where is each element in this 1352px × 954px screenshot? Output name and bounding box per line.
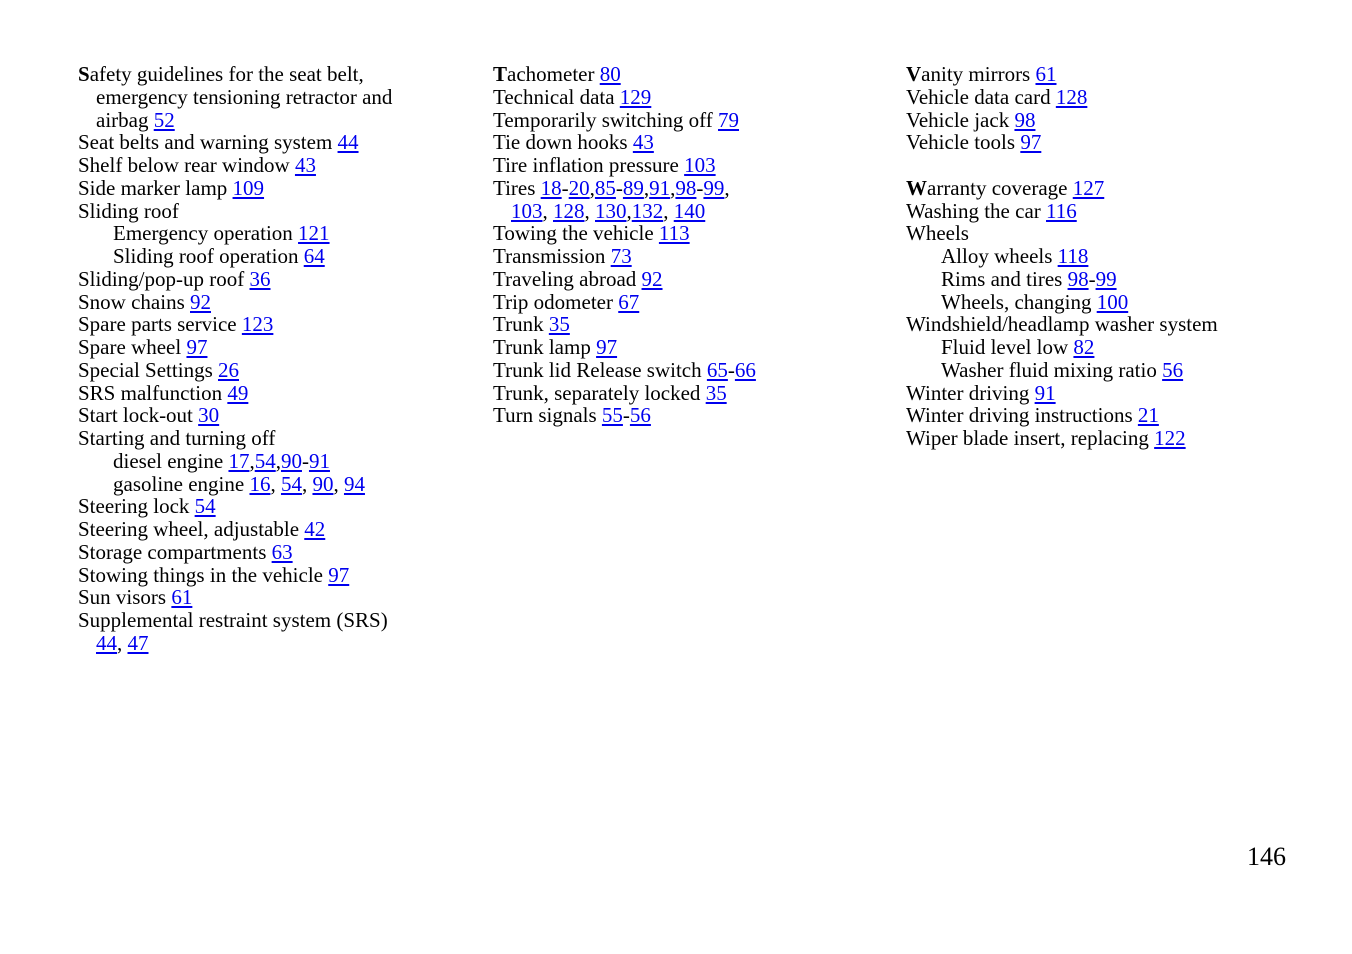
entry-text: Traveling abroad [493, 266, 642, 291]
index-entry-continuation [78, 86, 458, 109]
index-entry [78, 154, 458, 177]
page-link[interactable]: 118 [1057, 244, 1089, 268]
page-separator: - [696, 175, 704, 200]
entry-text: Start lock-out [78, 403, 199, 428]
index-column-t [493, 63, 873, 427]
page-link[interactable]: 132 [631, 198, 664, 223]
page-link[interactable]: 61 [1035, 62, 1057, 86]
index-entry [493, 109, 873, 132]
entry-text: Sliding roof [78, 198, 179, 223]
entry-text: Stowing things in the vehicle [78, 562, 329, 587]
page-separator: , [249, 448, 255, 473]
page-link[interactable]: 79 [718, 107, 740, 132]
entry-text: Wiper blade insert, replacing [906, 426, 1155, 450]
page-link[interactable]: 123 [241, 312, 274, 337]
entry-text: Steering lock [78, 494, 195, 519]
page-link[interactable]: 66 [734, 357, 756, 382]
entry-text: SRS malfunction [78, 380, 228, 405]
index-entry [78, 382, 458, 405]
page-separator: - [1088, 266, 1096, 291]
entry-text: Trunk, separately locked [493, 380, 706, 405]
entry-text: Transmission [493, 244, 611, 268]
index-column-v-w [906, 63, 1306, 450]
page-link[interactable]: 99 [703, 175, 725, 200]
entry-text: Emergency operation [113, 221, 299, 246]
index-entry [493, 86, 873, 109]
index-entry [906, 177, 1306, 200]
page-link[interactable]: 98 [675, 175, 697, 200]
page-separator: , [270, 471, 281, 496]
entry-text: Rims and tires [941, 266, 1068, 291]
entry-text: Sun visors [78, 585, 172, 610]
index-entry [493, 63, 873, 86]
page-link[interactable]: 91 [649, 175, 671, 200]
entry-text: Tires [493, 175, 541, 200]
index-subentry [906, 268, 1306, 291]
index-subentry [78, 222, 458, 245]
page-link[interactable]: 30 [198, 403, 220, 428]
index-entry [78, 63, 458, 86]
page-link[interactable]: 49 [227, 380, 249, 405]
page-link[interactable]: 122 [1154, 426, 1186, 450]
page-link[interactable]: 91 [1034, 380, 1056, 405]
page-link[interactable]: 35 [548, 312, 570, 337]
index-entry [493, 131, 873, 154]
entry-text: arranty coverage [927, 175, 1073, 200]
page-link[interactable]: 20 [568, 175, 590, 200]
page-link[interactable]: 128 [1055, 84, 1088, 109]
index-entry [78, 336, 458, 359]
index-entry [493, 245, 873, 268]
page-number: 146 [1247, 842, 1286, 871]
entry-text: Alloy wheels [941, 244, 1058, 268]
page-link[interactable]: 121 [298, 221, 330, 246]
entry-text: gasoline engine [113, 471, 250, 496]
page-link[interactable]: 92 [190, 289, 211, 314]
index-entry [493, 404, 873, 427]
page-link[interactable]: 54 [194, 494, 216, 519]
entry-text: afety guidelines for the seat belt, [89, 62, 364, 86]
page-link[interactable]: 73 [610, 244, 632, 268]
index-subentry [78, 473, 458, 496]
index-entry [906, 200, 1306, 223]
entry-text: Shelf below rear window [78, 153, 295, 177]
page-link[interactable]: 67 [618, 289, 640, 314]
entry-text: Storage compartments [78, 539, 272, 564]
index-subentry [906, 359, 1306, 382]
index-entry-continuation [78, 109, 458, 132]
index-entry [78, 200, 458, 223]
page-link[interactable]: 80 [599, 62, 621, 86]
entry-text: Winter driving [906, 380, 1035, 405]
page-link[interactable]: 129 [619, 84, 652, 109]
entry-text: Vehicle jack [906, 107, 1015, 132]
page-link[interactable]: 89 [622, 175, 644, 200]
page-separator: , [724, 175, 730, 200]
index-entry [493, 268, 873, 291]
entry-text: Temporarily switching off [493, 107, 719, 132]
page-link[interactable]: 90 [280, 448, 302, 473]
page-link[interactable]: 65 [706, 357, 728, 382]
index-column-s [78, 63, 458, 655]
section-initial: T [493, 62, 508, 86]
entry-text: Vehicle tools [906, 130, 1021, 155]
page-link[interactable]: 56 [629, 403, 651, 428]
index-entry [906, 86, 1306, 109]
index-subentry [906, 336, 1306, 359]
index-entry-continuation [493, 200, 873, 223]
index-subentry [78, 245, 458, 268]
index-entry [906, 382, 1306, 405]
index-entry [78, 404, 458, 427]
page-link[interactable]: 18 [540, 175, 562, 200]
page-link[interactable]: 127 [1072, 175, 1105, 200]
page-link[interactable]: 98 [1067, 266, 1089, 291]
entry-text: achometer [507, 62, 600, 86]
section-initial: V [906, 62, 922, 86]
page-link[interactable]: 85 [594, 175, 616, 200]
entry-text: Washer fluid mixing ratio [941, 357, 1163, 382]
entry-text: Windshield/headlamp washer system [906, 312, 1218, 337]
page-link[interactable]: 99 [1095, 266, 1117, 291]
page-link[interactable]: 44 [337, 130, 359, 155]
page-link[interactable]: 61 [171, 585, 193, 610]
page-link[interactable]: 35 [705, 380, 727, 405]
index-entry [493, 382, 873, 405]
page-link[interactable]: 103 [511, 198, 543, 223]
page-link[interactable]: 42 [304, 517, 326, 541]
page-link[interactable]: 109 [232, 175, 265, 200]
index-entry [78, 495, 458, 518]
page-link[interactable]: 82 [1073, 335, 1095, 359]
page-link[interactable]: 36 [249, 266, 271, 291]
page-link[interactable]: 54 [280, 471, 302, 496]
page-separator: - [561, 175, 569, 200]
index-entry [906, 427, 1306, 450]
page-separator: , [333, 471, 344, 496]
index-entry [493, 154, 873, 177]
index-entry [906, 222, 1306, 245]
entry-text: Tie down hooks [493, 130, 633, 155]
index-entry [906, 404, 1306, 427]
entry-text: diesel engine [113, 448, 229, 473]
entry-text: Side marker lamp [78, 175, 233, 200]
index-subentry [906, 291, 1306, 314]
page-link[interactable]: 113 [658, 221, 690, 246]
page-separator: - [727, 357, 735, 382]
entry-text: Technical data [493, 84, 620, 109]
page-link[interactable]: 97 [596, 335, 618, 359]
entry-text: Special Settings [78, 357, 218, 382]
entry-text: Snow chains [78, 289, 190, 314]
index-entry [78, 177, 458, 200]
page-separator: - [622, 403, 630, 428]
page-separator: - [615, 175, 623, 200]
page-separator: , [670, 175, 676, 200]
page-link[interactable]: 26 [218, 357, 239, 382]
index-entry [493, 222, 873, 245]
page-link[interactable]: 97 [186, 335, 208, 359]
entry-text: Seat belts and warning system [78, 130, 338, 155]
page-link[interactable]: 100 [1096, 289, 1129, 314]
page-link[interactable]: 116 [1046, 198, 1077, 223]
page-separator: , [542, 198, 553, 223]
index-entry [78, 609, 458, 632]
page-separator: , [301, 471, 313, 496]
index-subentry [78, 450, 458, 473]
page-link[interactable]: 55 [601, 403, 623, 428]
index-entry [78, 541, 458, 564]
entry-text: Trunk lid Release switch [493, 357, 707, 382]
entry-text: anity mirrors [921, 62, 1036, 86]
page-link[interactable]: 64 [303, 244, 325, 268]
entry-text: Spare wheel [78, 335, 187, 359]
entry-text: Trunk lamp [493, 335, 597, 359]
page-link[interactable]: 52 [153, 107, 175, 132]
page-link[interactable]: 63 [271, 539, 293, 564]
entry-text: Fluid level low [941, 335, 1074, 359]
entry-text: airbag [96, 107, 154, 132]
page-link[interactable]: 140 [673, 198, 706, 223]
index-entry [493, 177, 873, 200]
page-link[interactable]: 44 [96, 630, 117, 655]
page-separator: , [643, 175, 650, 200]
page-link[interactable]: 43 [294, 153, 316, 177]
page-link[interactable]: 94 [343, 471, 365, 496]
entry-text: Steering wheel, adjustable [78, 517, 305, 541]
entry-text: Turn signals [493, 403, 602, 428]
index-entry [493, 359, 873, 382]
index-entry [78, 313, 458, 336]
page-link[interactable]: 98 [1014, 107, 1036, 132]
entry-text: Trip odometer [493, 289, 619, 314]
page-link[interactable]: 21 [1137, 403, 1159, 428]
index-entry [78, 291, 458, 314]
page-link[interactable]: 92 [641, 266, 663, 291]
page-separator: , [584, 198, 595, 223]
index-entry [906, 313, 1306, 336]
page-link[interactable]: 90 [312, 471, 334, 496]
entry-text: Spare parts service [78, 312, 242, 337]
section-gap [906, 154, 1306, 177]
entry-text: Starting and turning off [78, 426, 276, 450]
entry-text: Wheels, changing [941, 289, 1097, 314]
index-entry [906, 109, 1306, 132]
index-entry [78, 268, 458, 291]
page-link[interactable]: 130 [595, 198, 627, 223]
page-link[interactable]: 128 [553, 198, 585, 223]
page-link[interactable]: 97 [328, 562, 350, 587]
index-entry [906, 63, 1306, 86]
index-entry [78, 564, 458, 587]
entry-text: Sliding/pop-up roof [78, 266, 250, 291]
entry-text: Trunk [493, 312, 549, 337]
entry-text: Sliding roof operation [113, 244, 304, 268]
page-link[interactable]: 47 [127, 630, 149, 655]
index-entry [906, 131, 1306, 154]
page-link[interactable]: 43 [632, 130, 654, 155]
page-separator: , [663, 198, 674, 223]
page-link[interactable]: 91 [308, 448, 330, 473]
index-entry [78, 131, 458, 154]
index-entry-continuation [78, 632, 458, 655]
section-initial: W [906, 175, 927, 200]
page-link[interactable]: 16 [249, 471, 271, 496]
page-link[interactable]: 54 [254, 448, 276, 473]
page-separator: , [117, 630, 128, 655]
index-entry [493, 336, 873, 359]
page-link[interactable]: 97 [1020, 130, 1042, 155]
index-entry [78, 518, 458, 541]
page-separator: , [275, 448, 281, 473]
page-link[interactable]: 56 [1162, 357, 1184, 382]
index-entry [493, 313, 873, 336]
entry-text: Tire inflation pressure [493, 153, 685, 177]
index-entry [78, 586, 458, 609]
entry-text: Winter driving instructions [906, 403, 1138, 428]
page-separator: , [626, 198, 632, 223]
entry-text: emergency tensioning retractor and [96, 84, 393, 109]
entry-text: Washing the car [906, 198, 1047, 223]
index-entry [78, 359, 458, 382]
page-separator: - [301, 448, 309, 473]
entry-text: Wheels [906, 221, 969, 246]
entry-text: Supplemental restraint system (SRS) [78, 608, 388, 632]
entry-text: Towing the vehicle [493, 221, 659, 246]
index-subentry [906, 245, 1306, 268]
page-separator: , [589, 175, 595, 200]
index-entry [493, 291, 873, 314]
index-entry [78, 427, 458, 450]
page-link[interactable]: 17 [228, 448, 250, 473]
page-link[interactable]: 103 [684, 153, 716, 177]
entry-text: Vehicle data card [906, 84, 1056, 109]
section-initial: S [78, 62, 90, 86]
